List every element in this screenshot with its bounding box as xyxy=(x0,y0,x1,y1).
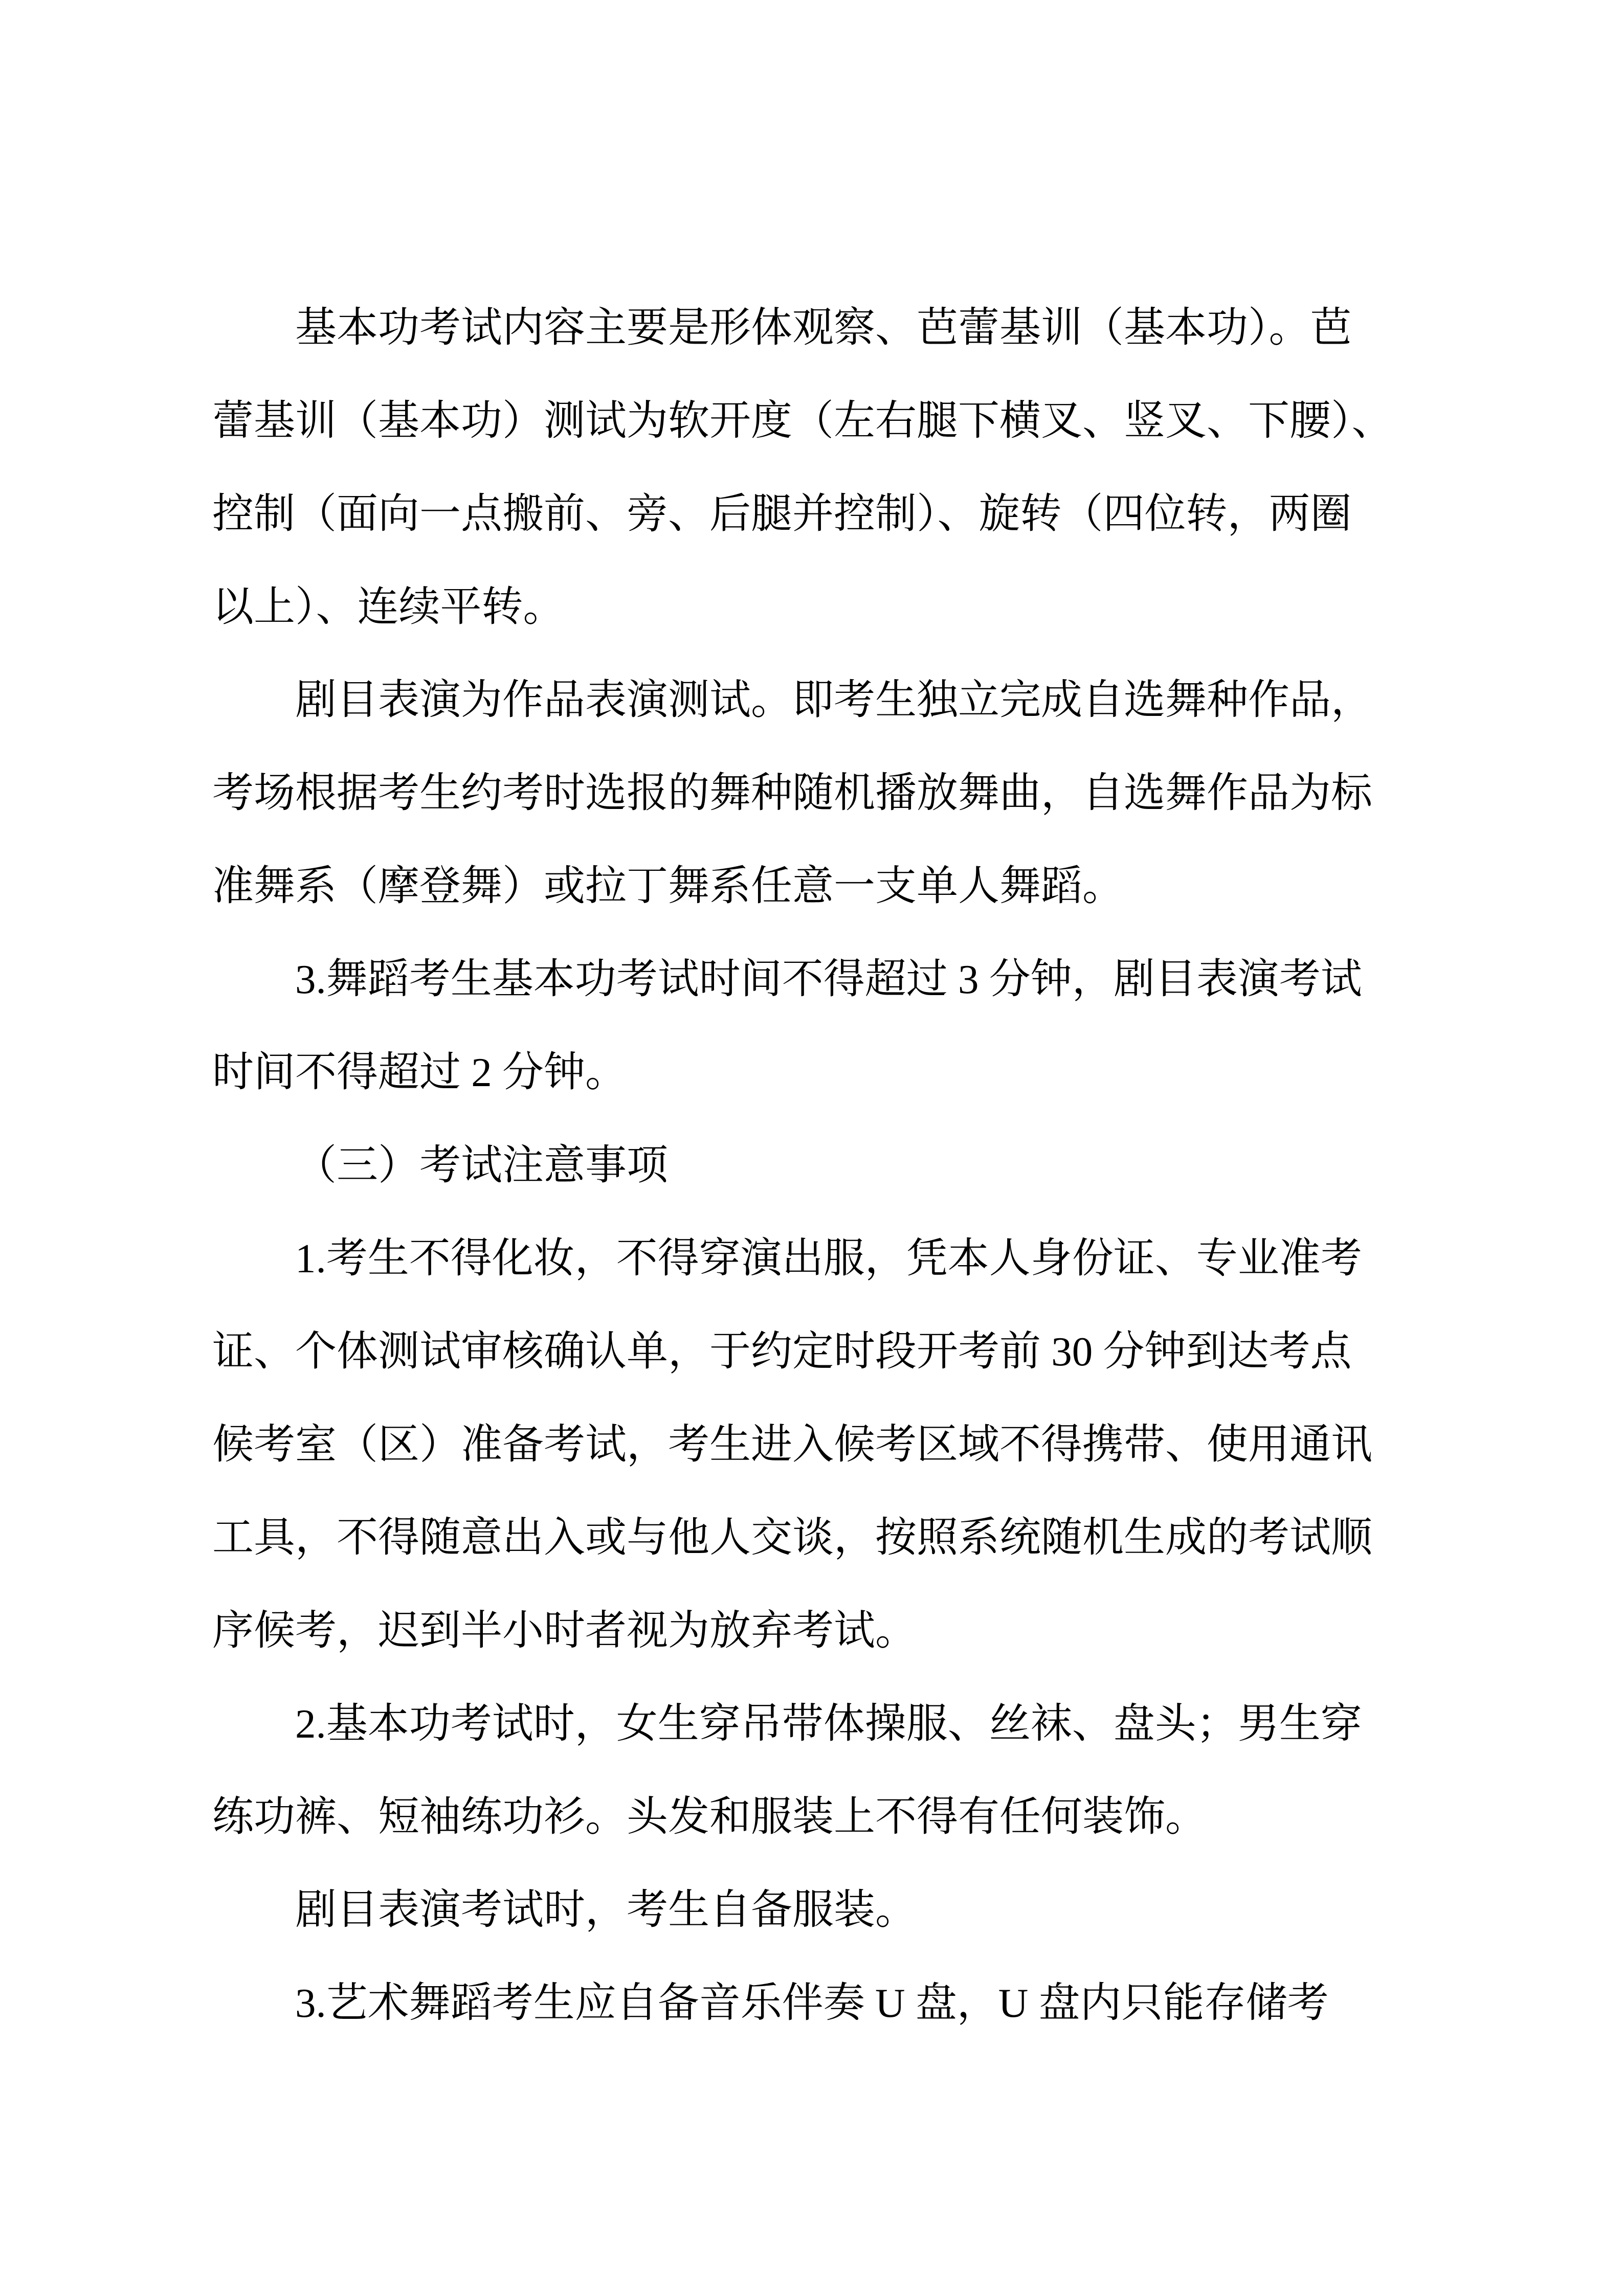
text-line: 以上）、连续平转。 xyxy=(212,584,565,630)
text-line: 1.考生不得化妆，不得穿演出服，凭本人身份证、专业准考 xyxy=(295,1235,1362,1281)
text-line: 蕾基训（基本功）测试为软开度（左右腿下横叉、竖叉、下腰）、 xyxy=(212,398,1393,444)
text-block xyxy=(212,281,1450,2050)
text-line: 3.舞蹈考生基本功考试时间不得超过 3 分钟，剧目表演考试 xyxy=(295,956,1362,1002)
text-line: 练功裤、短袖练功衫。头发和服装上不得有任何装饰。 xyxy=(212,1794,1207,1840)
text-line: 基本功考试内容主要是形体观察、芭蕾基训（基本功）。芭 xyxy=(295,305,1352,351)
text-line: 证、个体测试审核确认单，于约定时段开考前 30 分钟到达考点 xyxy=(212,1329,1352,1375)
text-line: 2.基本功考试时，女生穿吊带体操服、丝袜、盘头；男生穿 xyxy=(295,1701,1362,1747)
text-line: 考场根据考生约考时选报的舞种随机播放舞曲，自选舞作品为标 xyxy=(212,770,1373,816)
text-line: 控制（面向一点搬前、旁、后腿并控制）、旋转（四位转，两圈 xyxy=(212,491,1352,537)
text-line: 工具，不得随意出入或与他人交谈，按照系统随机生成的考试顺 xyxy=(212,1515,1373,1561)
text-line: 时间不得超过 2 分钟。 xyxy=(212,1049,627,1095)
text-line: 剧目表演考试时，考生自备服装。 xyxy=(295,1887,917,1933)
text-line: 候考室（区）准备考试，考生进入候考区域不得携带、使用通讯 xyxy=(212,1422,1373,1468)
text-line: 序候考，迟到半小时者视为放弃考试。 xyxy=(212,1608,917,1654)
text-line: （三）考试注意事项 xyxy=(295,1142,669,1188)
text-line: 准舞系（摩登舞）或拉丁舞系任意一支单人舞蹈。 xyxy=(212,863,1124,909)
text-line: 剧目表演为作品表演测试。即考生独立完成自选舞种作品， xyxy=(295,677,1373,723)
text-line: 3.艺术舞蹈考生应自备音乐伴奏 U 盘，U 盘内只能存储考 xyxy=(295,1980,1329,2026)
